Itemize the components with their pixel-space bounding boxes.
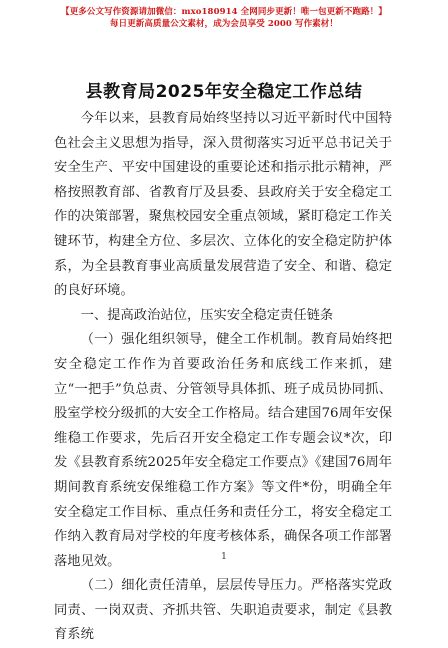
document-title: 县教育局2025年安全稳定工作总结 [85, 82, 363, 102]
promo-banner-line-1: 【更多公文写作资源请加微信：mxo180914 全网同步更新！唯一包更新不跑路！】 [61, 7, 387, 17]
intro-paragraph: 今年以来，县教育局始终坚持以习近平新时代中国特色社会主义思想为指导，深入贯彻落实习近平总书记关于安全生产、平安中国建设的重要论述和指示批示精神，严格按照教育部、省教育厅及县委、县政府关于安全稳定工作的决策部署，聚焦校园安全重点领域，紧盯稳定工作关键环节，构建全方位、多层次、立体化的安全稳定防护体系，为全县教育事业高质量发展营造了安全、和谐、稳定的良好环境。 [54, 111, 392, 299]
section-heading: 一、提高政治站位，压实安全稳定责任链条 [80, 307, 334, 323]
body-paragraph: （一）强化组织领导，健全工作机制。教育局始终把安全稳定工作作为首要政治任务和底线工作来抓，建立“一把手”负总责、分管领导具体抓、班子成员协同抓、股室学校分级抓的大安全工作格局。结合建国76周年安保维稳工作要求，先后召开安全稳定工作专题会议*次，印发《县教育系统2025年安全稳定工作要点》《建国76周年期间教育系统安保维稳工作方案》等文件*份，明确全年安全稳定工作目标、重点任务和责任分工，将安全稳定工作纳入教育局对学校的年度考核体系，确保各项工作部署落地见效。 [54, 332, 392, 569]
body-paragraph: （二）细化责任清单，层层传导压力。严格落实党政同责、一岗双责、齐抓共管、失职追责要求，制定《县教育系统 [54, 578, 392, 643]
page-number: 1 [221, 552, 227, 562]
document-body [54, 107, 392, 648]
promo-banner [0, 6, 448, 30]
promo-banner-line-2-text: 每日更新高质量公文素材，成为会员享受 2000 写作素材！ [110, 19, 338, 29]
promo-banner-line-2 [0, 18, 448, 30]
